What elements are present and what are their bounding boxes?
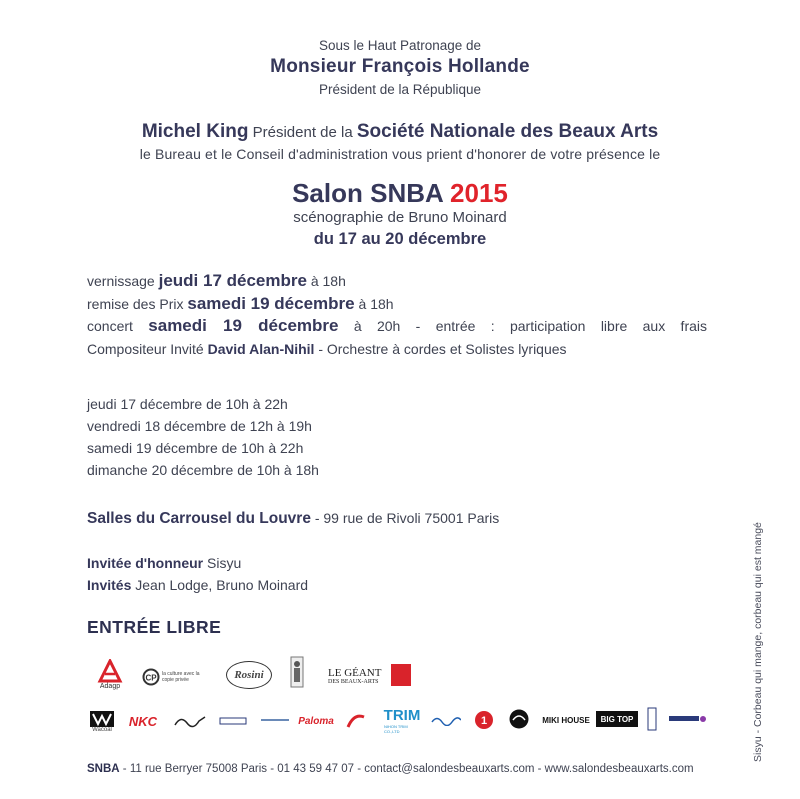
- adagp-logo: Adagp: [92, 656, 128, 692]
- invitation-heading: [0, 121, 800, 143]
- script-mark-icon: [173, 713, 207, 729]
- wacoal-mark-icon: [90, 711, 114, 727]
- event-prix: remise des Prix samedi 19 décembre à 18h: [87, 293, 394, 313]
- event-composer: Compositeur Invité David Alan-Nihil - Orchestre à cordes et Solistes lyriques: [87, 340, 567, 357]
- figure-logo: [290, 656, 304, 688]
- guests: [87, 552, 308, 596]
- venue-name: Salles du Carrousel du Louvre: [87, 510, 311, 527]
- salon-dates: du 17 au 20 décembre: [313, 230, 487, 248]
- events-block: [87, 270, 707, 360]
- wacoal-logo: Wacoal: [88, 710, 116, 734]
- trim-logo: TRIM NIHON TRIM CO.,LTD: [383, 707, 421, 734]
- wave-mark-icon: [431, 714, 461, 726]
- free-entry: ENTRÉE LIBRE: [87, 617, 222, 637]
- red-circle-icon: [473, 709, 495, 731]
- swoosh-icon: [346, 711, 366, 731]
- opening-hours: [87, 393, 319, 481]
- guests-list: Invités Jean Lodge, Bruno Moinard: [87, 577, 309, 593]
- event-concert: concert samedi 19 décembre à 20h - entrée : participation libre aux frais: [87, 316, 708, 335]
- rosini-logo: Rosini: [226, 661, 272, 689]
- salon-name: Salon SNBA: [292, 178, 443, 208]
- hours-line: dimanche 20 décembre de 10h à 18h: [87, 462, 319, 478]
- guest-of-honor: Invitée d'honneur Sisyu: [87, 555, 242, 571]
- svg-text:CP: CP: [145, 673, 157, 683]
- patron-title: Président de la République: [318, 82, 482, 97]
- tall-mark-icon: [647, 707, 657, 731]
- venue-address: - 99 rue de Rivoli 75001 Paris: [314, 510, 500, 526]
- statue-icon: [290, 656, 304, 688]
- japanese-logo-3: [260, 714, 290, 726]
- cp-icon: [142, 668, 160, 686]
- salon-year: 2015: [450, 178, 508, 208]
- adagp-mark-icon: [96, 659, 124, 683]
- patron-name: Monsieur François Hollande: [270, 56, 530, 77]
- hours-line: jeudi 17 décembre de 10h à 22h: [87, 396, 288, 412]
- salon-scenography: scénographie de Bruno Moinard: [293, 209, 507, 226]
- jal-logo: [508, 707, 530, 731]
- society-name: Société Nationale des Beaux Arts: [356, 121, 659, 142]
- president-name: Michel King: [141, 121, 249, 142]
- japanese-logo-4: [344, 710, 368, 732]
- salon-title: [0, 178, 800, 209]
- geant-logo: LE GÉANT DES BEAUX-ARTS: [328, 667, 382, 685]
- japanese-logo-8: [668, 710, 708, 728]
- copie-privee-logo: CP la culture avec la copie privée: [142, 666, 204, 688]
- patronage-intro: Sous le Haut Patronage de: [318, 38, 482, 53]
- japanese-logo-6: [472, 706, 496, 734]
- bigtop-logo: BIG TOP: [596, 711, 638, 727]
- event-vernissage: vernissage jeudi 17 décembre à 18h: [87, 271, 346, 290]
- japanese-logo-1: [172, 711, 208, 731]
- venue: [87, 510, 499, 528]
- line-mark-icon: [261, 717, 289, 723]
- mikihouse-logo: MIKI HOUSE: [542, 715, 590, 725]
- hours-line: samedi 19 décembre de 10h à 22h: [87, 440, 304, 456]
- crane-icon: [508, 708, 530, 730]
- hours-line: vendredi 18 décembre de 12h à 19h: [87, 418, 312, 434]
- japanese-logo-2: [218, 714, 248, 728]
- president-title: Président de la: [252, 124, 353, 141]
- text-mark-icon: [669, 713, 707, 725]
- footer: [87, 763, 694, 775]
- japanese-logo-5: [430, 712, 462, 728]
- paloma-logo: Paloma: [298, 715, 334, 727]
- svg-text:1: 1: [480, 715, 488, 727]
- geant-red-icon: [391, 664, 411, 686]
- nkc-logo: NKC: [128, 713, 158, 729]
- footer-org: SNBA: [87, 763, 120, 775]
- japanese-logo-7: [646, 706, 658, 732]
- footer-details: - 11 rue Berryer 75008 Paris - 01 43 59 47 07 - contact@salondesbeauxarts.com - www.salondesbeauxarts.com: [122, 763, 694, 775]
- invitation-text: le Bureau et le Conseil d'administration vous prient d'honorer de votre présence le: [139, 146, 661, 162]
- side-caption: Sisyu - Corbeau qui mange, corbeau qui est mangé: [752, 522, 764, 762]
- small-mark-icon: [219, 716, 247, 726]
